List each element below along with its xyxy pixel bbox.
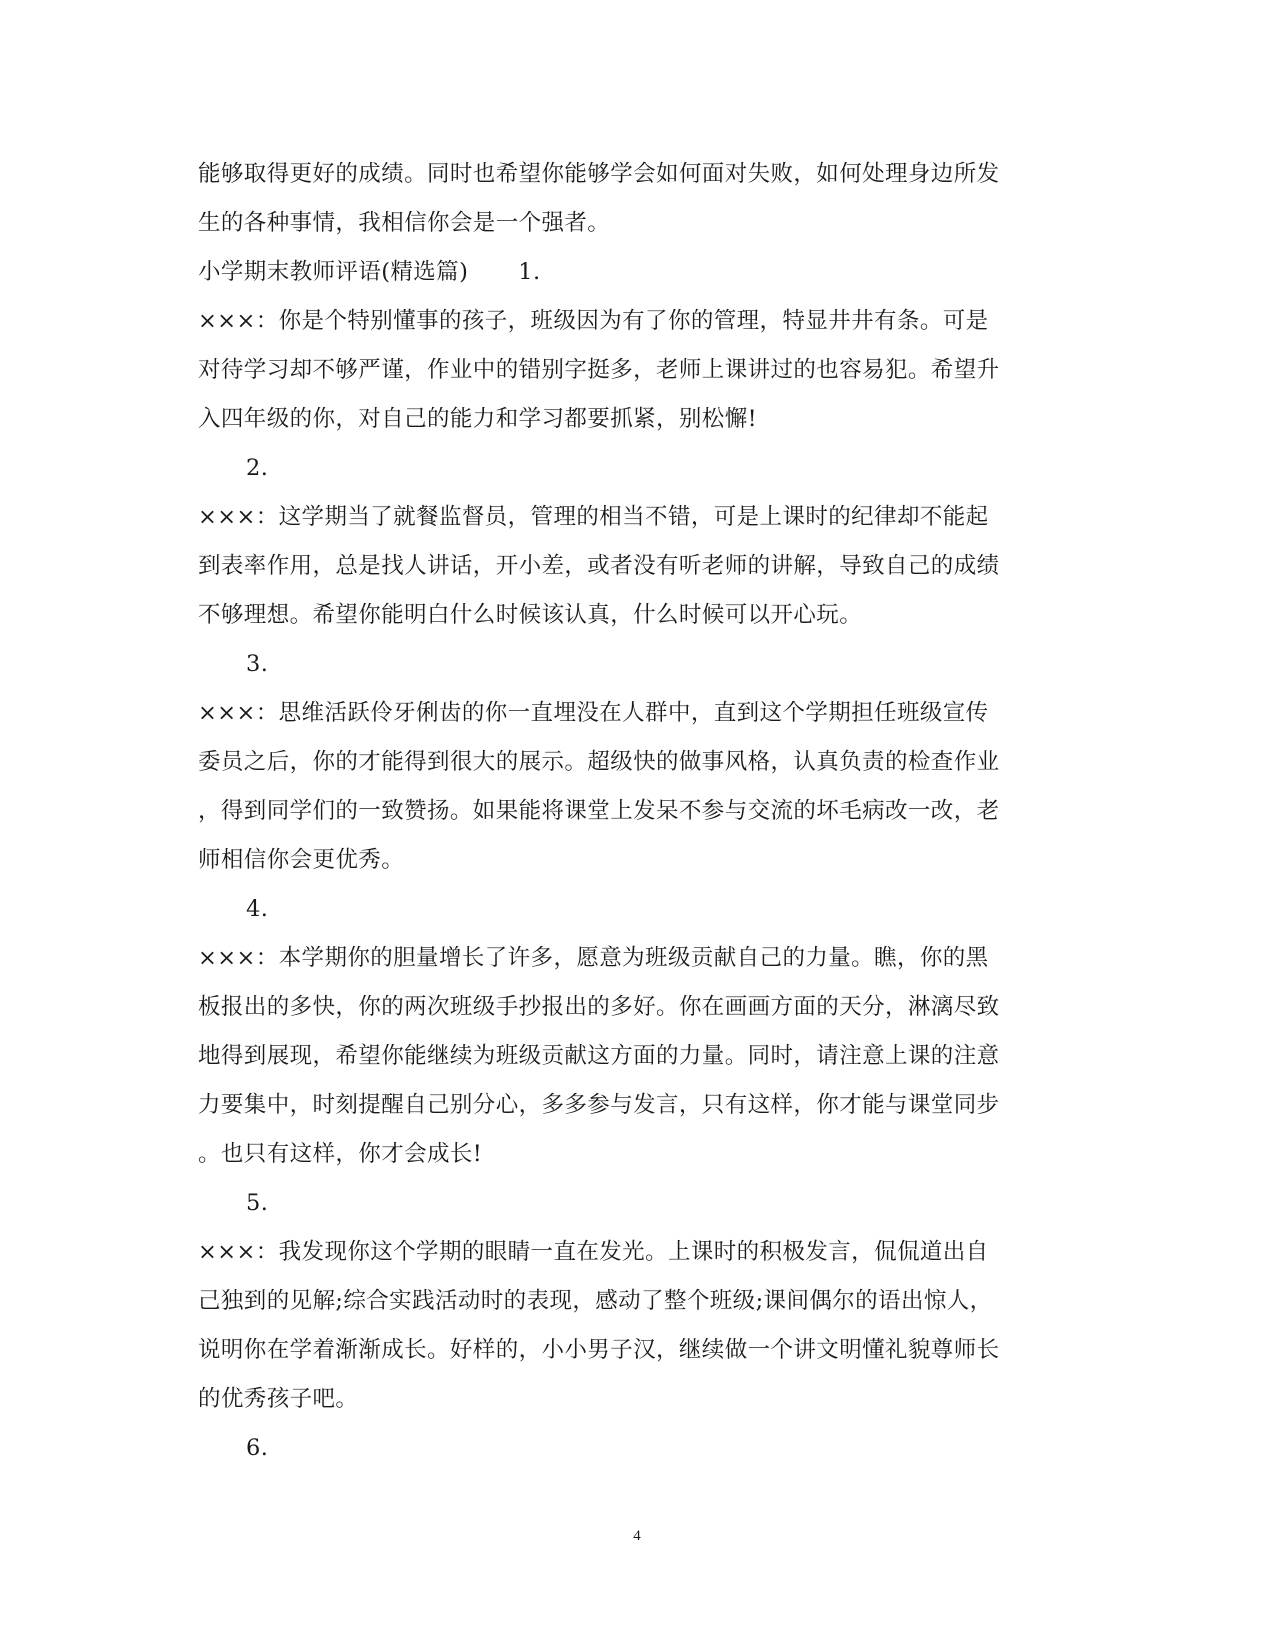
paragraph-line: 入四年级的你，对自己的能力和学习都要抓紧，别松懈! [198, 406, 758, 432]
paragraph-line: 到表率作用，总是找人讲话，开小差，或者没有听老师的讲解，导致自己的成绩 [198, 553, 1000, 579]
paragraph-line: 的优秀孩子吧。 [198, 1386, 359, 1412]
paragraph-line: 对待学习却不够严谨，作业中的错别字挺多，老师上课讲过的也容易犯。希望升 [198, 357, 1000, 383]
paragraph-line: 己独到的见解;综合实践活动时的表现，感动了整个班级;课间偶尔的语出惊人， [198, 1288, 993, 1314]
paragraph-line: 委员之后，你的才能得到很大的展示。超级快的做事风格，认真负责的检查作业 [198, 749, 1000, 775]
section-title-text: 小学期末教师评语(精选篇) [198, 259, 469, 285]
paragraph-line: 能够取得更好的成绩。同时也希望你能够学会如何面对失败，如何处理身边所发 [198, 161, 1000, 187]
paragraph-line: 力要集中，时刻提醒自己别分心，多多参与发言，只有这样，你才能与课堂同步 [198, 1092, 1000, 1118]
paragraph-line: ×××：你是个特别懂事的孩子，班级因为有了你的管理，特显井井有条。可是 [198, 308, 989, 334]
section-title [198, 248, 1078, 297]
item-number: 5. [246, 1190, 269, 1216]
paragraph-line: ×××：思维活跃伶牙俐齿的你一直埋没在人群中，直到这个学期担任班级宣传 [198, 700, 989, 726]
paragraph-line: 地得到展现，希望你能继续为班级贡献这方面的力量。同时，请注意上课的注意 [198, 1043, 1000, 1069]
paragraph-line: 不够理想。希望你能明白什么时候该认真，什么时候可以开心玩。 [198, 602, 863, 628]
paragraph-line: ×××：我发现你这个学期的眼睛一直在发光。上课时的积极发言，侃侃道出自 [198, 1239, 989, 1265]
paragraph-line: ×××：这学期当了就餐监督员，管理的相当不错，可是上课时的纪律却不能起 [198, 504, 989, 530]
item-number: 6. [246, 1435, 269, 1461]
paragraph-line: 。也只有这样，你才会成长! [198, 1141, 483, 1167]
item-number: 4. [246, 896, 269, 922]
paragraph-line: 说明你在学着渐渐成长。好样的，小小男子汉，继续做一个讲文明懂礼貌尊师长 [198, 1337, 1000, 1363]
paragraph-line: ，得到同学们的一致赞扬。如果能将课堂上发呆不参与交流的坏毛病改一改，老 [198, 798, 1000, 824]
item-number: 2. [246, 455, 269, 481]
paragraph-line: 生的各种事情，我相信你会是一个强者。 [198, 210, 611, 236]
paragraph-line: 板报出的多快，你的两次班级手抄报出的多好。你在画画方面的天分，淋漓尽致 [198, 994, 1000, 1020]
page-number: 4 [633, 1528, 641, 1544]
item-number: 1. [518, 259, 541, 285]
item-number: 3. [246, 651, 269, 677]
paragraph-line: 师相信你会更优秀。 [198, 847, 405, 873]
document-body [198, 150, 1078, 1473]
paragraph-line: ×××：本学期你的胆量增长了许多，愿意为班级贡献自己的力量。瞧，你的黑 [198, 945, 989, 971]
